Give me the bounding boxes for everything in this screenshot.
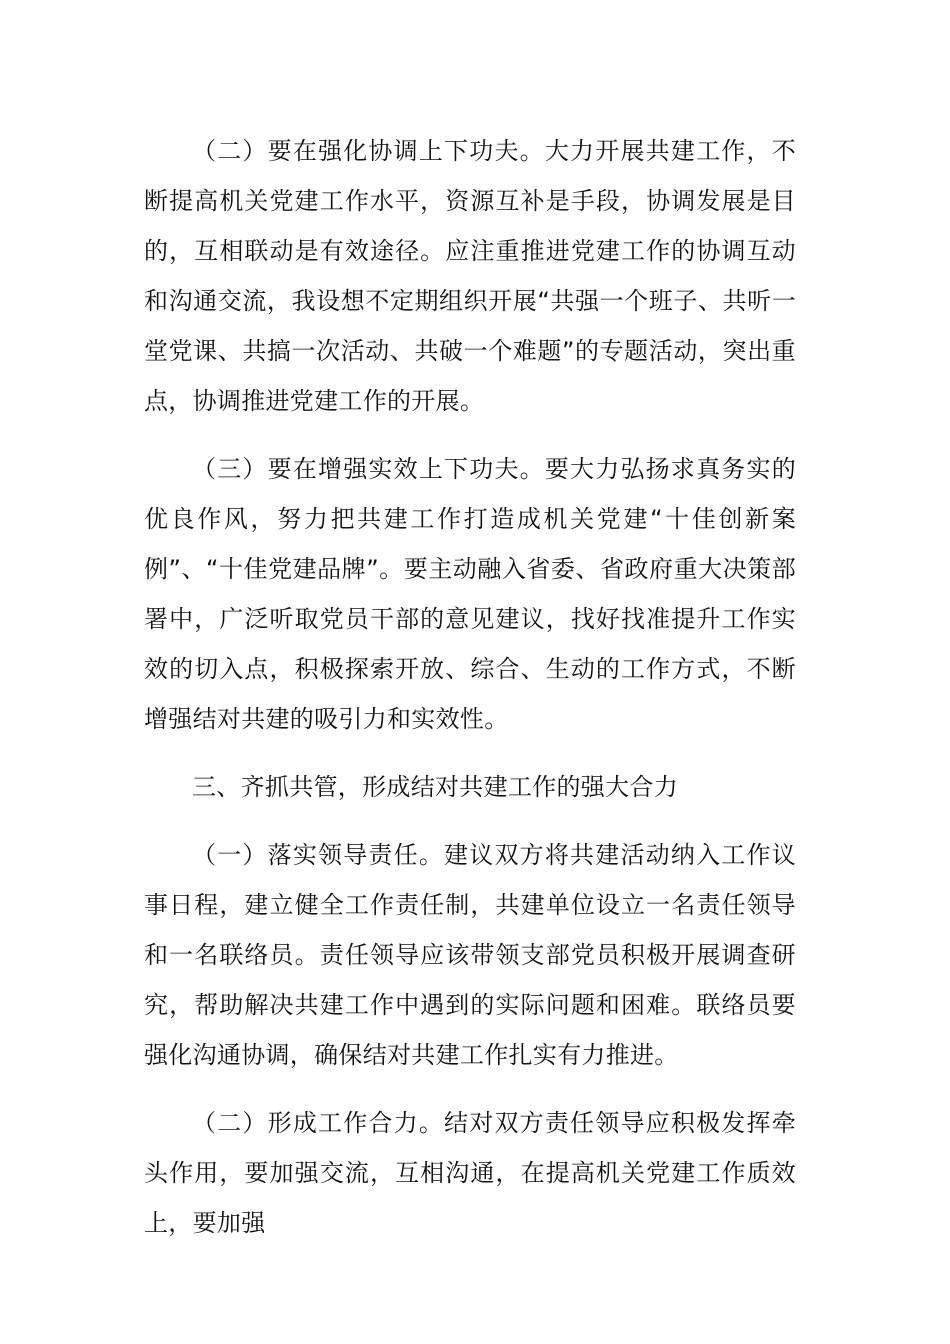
paragraph-effectiveness: （三）要在增强实效上下功夫。要大力弘扬求真务实的优良作风，努力把共建工作打造成机关党建“十佳创新案例”、“十佳党建品牌”。要主动融入省委、省政府重大决策部署中，广泛听取党员干部的意见建议，找好找准提升工作实效的切入点，积极探索开放、综合、生动的工作方式，不断增强结对共建的吸引力和实效性。 — [144, 455, 796, 733]
paragraph-joint-force: （二）形成工作合力。结对双方责任领导应积极发挥牵头作用，要加强交流，互相沟通，在提高机关党建工作质效上，要加强 — [144, 1109, 796, 1237]
paragraph-coordination: （二）要在强化协调上下功夫。大力开展共建工作，不断提高机关党建工作水平，资源互补是手段，协调发展是目的，互相联动是有效途径。应注重推进党建工作的协调互动和沟通交流，我设想不定期组织开展“共强一个班子、共听一堂党课、共搞一次活动、共破一个难题”的专题活动，突出重点，协调推进党建工作的开展。 — [144, 137, 796, 415]
document-body — [144, 126, 796, 1266]
paragraph-leadership-responsibility: （一）落实领导责任。建议双方将共建活动纳入工作议事日程，建立健全工作责任制，共建单位设立一名责任领导和一名联络员。责任领导应该带领支部党员积极开展调查研究，帮助解决共建工作中遇到的实际问题和困难。联络员要强化沟通协调，确保结对共建工作扎实有力推进。 — [144, 841, 796, 1069]
section-heading-three: 三、齐抓共管，形成结对共建工作的强大合力 — [192, 773, 678, 801]
